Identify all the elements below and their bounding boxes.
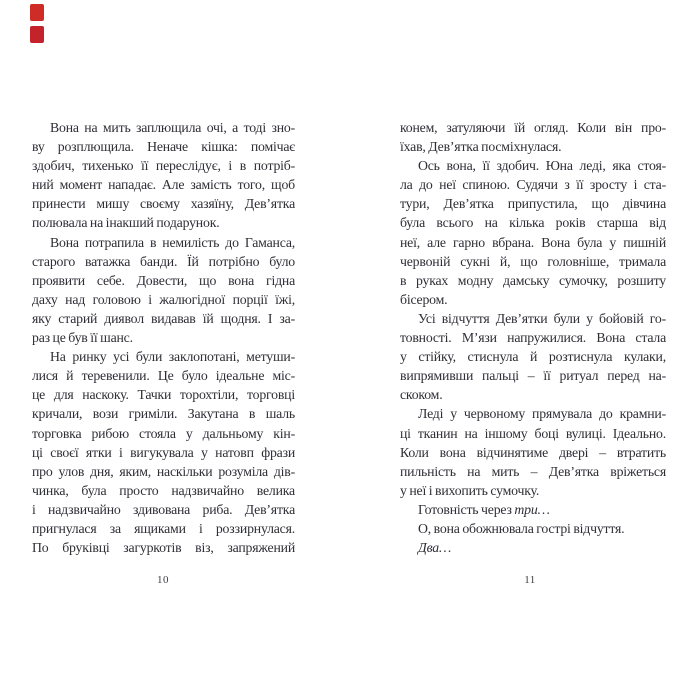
text-line: яку старий диявол видавав їй щодня. І за- bbox=[32, 310, 295, 326]
text-line: принести мишу своєму хазяїну, Дев’ятка bbox=[32, 196, 295, 212]
text-line: Два… bbox=[418, 540, 452, 556]
text-line: бісером. bbox=[400, 291, 448, 307]
text-line: випрямивши пальці – її ритуал перед на- bbox=[400, 368, 666, 384]
text-line: раз це був її шанс. bbox=[32, 330, 133, 346]
text-line: кричали, вози гриміли. Закутана в шаль bbox=[32, 406, 295, 422]
text-line: даху над головою і жалюгідної порції їжі, bbox=[32, 291, 295, 307]
text-line: старого ватажка банди. Їй потрібно було bbox=[32, 253, 295, 269]
text-line: Усі відчуття Дев’ятки були у бойовій го- bbox=[418, 310, 666, 326]
bookmark-ribbon[interactable] bbox=[30, 4, 44, 48]
text-line: про улов дня, яким, наскільки розуміла дів- bbox=[32, 463, 295, 479]
text-line: Ось вона, її здобич. Юна леді, яка стоя- bbox=[418, 158, 666, 174]
text-line: ний момент нападає. Але замість того, щоб bbox=[32, 177, 295, 193]
text-line: тури, Дев’ятка припустила, що дівчина bbox=[400, 196, 666, 212]
text-line: ву розплющила. Неначе кішка: помічає bbox=[32, 139, 295, 155]
text-line: товності. М’язи напружилися. Вона стала bbox=[400, 330, 666, 346]
text-line: була всього на кілька років старша від bbox=[400, 215, 666, 231]
text-line: у стійку, стиснула й розтиснула кулаки, bbox=[400, 349, 666, 365]
text-line: Коли вона відчинятиме двері – втратить bbox=[400, 444, 666, 460]
text-line: По бруківці загуркотів віз, запряжений bbox=[32, 540, 295, 556]
text-line: Вона на мить заплющила очі, а тоді зно- bbox=[50, 120, 295, 135]
text-line: пильність на мить – Дев’ятка вріжеться bbox=[400, 463, 666, 479]
text-line: пригнулася за ящиками і роззирнулася. bbox=[32, 520, 295, 536]
text-line: проявити себе. Довести, що вона гідна bbox=[32, 272, 295, 288]
text-line: Леді у червоному прямувала до крамни- bbox=[418, 406, 666, 422]
bookmark-square-top bbox=[30, 4, 44, 21]
text-line: полювала на інакший подарунок. bbox=[32, 215, 220, 231]
text-line: ці тканин на іншому боці вулиці. Ідеально. bbox=[400, 425, 666, 441]
page-number-right: 11 bbox=[524, 574, 536, 586]
page-number-left: 10 bbox=[157, 574, 169, 586]
text-line: ці своєї ятки і вигукувала у натовп фрази bbox=[32, 444, 295, 460]
text-line: торговка рибою стояла у дальньому кін- bbox=[32, 425, 295, 441]
text-line: в руках модну дамську сумочку, розшиту bbox=[400, 272, 666, 288]
text-line: і надзвичайно здивована риба. Дев’ятка bbox=[32, 501, 295, 517]
text-line: лися й теревенили. Це було ідеальне міс- bbox=[32, 368, 295, 384]
book-page-left bbox=[32, 118, 295, 557]
text-line: здобич, тихенько її переслідує, і в потріб- bbox=[32, 158, 295, 174]
text-line: скоком. bbox=[400, 387, 443, 403]
book-page-right bbox=[400, 118, 666, 557]
text-line: це для наскоку. Тачки торохтіли, торговці bbox=[32, 387, 295, 403]
text-line: неї, але гарно вбрана. Вона була у пишній bbox=[400, 234, 666, 250]
text-line: ла до неї спиною. Судячи з її зросту і ста- bbox=[400, 177, 666, 193]
bookmark-square-bottom bbox=[30, 26, 44, 43]
text-line: червоній сукні й, що головніше, тримала bbox=[400, 253, 666, 269]
text-line: їхав, Дев’ятка посміхнулася. bbox=[400, 139, 562, 155]
text-line: О, вона обожнювала гострі відчуття. bbox=[418, 520, 625, 536]
text-line: чинка, була просто надзвичайно велика bbox=[32, 482, 295, 498]
text-line: На ринку усі були заклопотані, метуши- bbox=[50, 349, 295, 365]
text-line: конем, затуляючи їй огляд. Коли він про- bbox=[400, 120, 666, 135]
text-line: Готовність через три… bbox=[418, 501, 550, 517]
text-line: у неї і вихопить сумочку. bbox=[400, 482, 540, 498]
text-line: Вона потрапила в немилість до Гаманса, bbox=[50, 234, 295, 250]
